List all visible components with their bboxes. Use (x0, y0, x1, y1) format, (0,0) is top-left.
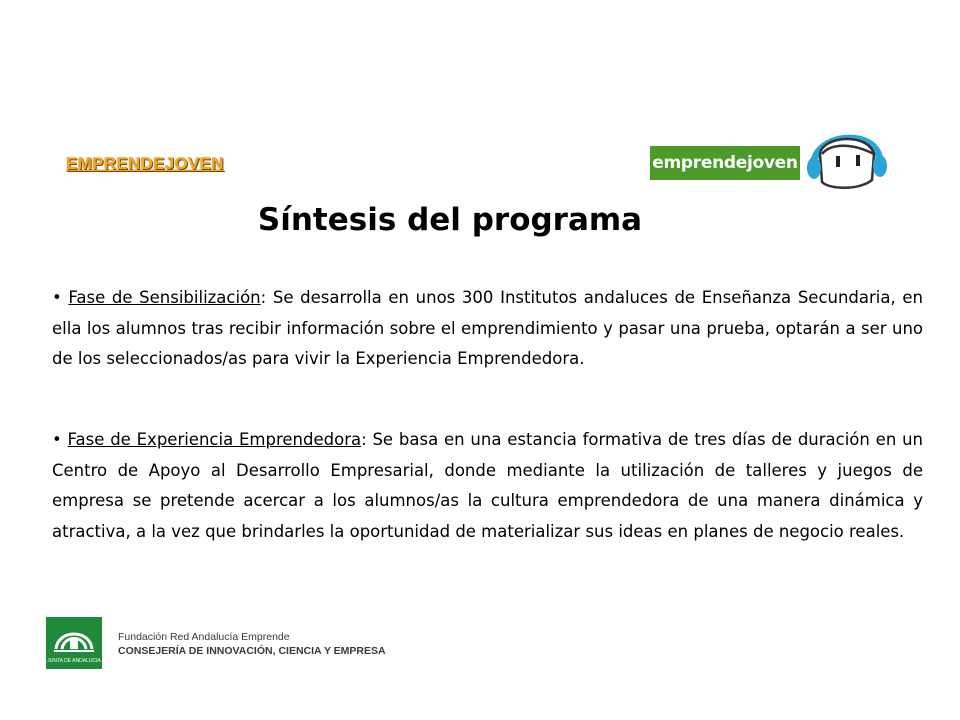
junta-andalucia-logo (46, 617, 102, 669)
term-experiencia: Fase de Experiencia Emprendedora (67, 430, 362, 449)
term-sensibilizacion: Fase de Sensibilización (68, 288, 261, 307)
paragraph-text: : Se basa en una estancia formativa de tres días de duración en un Centro de Apoyo al Desarrollo Empresarial, donde mediante la utilización de talleres y juegos de empresa se pretende acercar a los alumnos/as la cultura emprendedora de una manera dinámica y atractiva, a la vez que brindarles la oportunidad de materializar sus ideas en planes de negocio reales. (52, 430, 924, 541)
bullet: • (52, 288, 62, 307)
footer-foundation: Fundación Red Andalucía Emprende (118, 631, 290, 643)
mascot-face-icon (800, 124, 892, 194)
paragraph-experiencia (52, 425, 923, 547)
paragraph-text: : Se desarrolla en unos 300 Institutos andaluces de Enseñanza Secundaria, en ella los alumnos tras recibir información sobre el emprendimiento y pasar una prueba, optarán a ser uno de los seleccionados/as para vivir la Experiencia Emprendedora. (52, 288, 924, 368)
junta-emblem-icon (46, 617, 102, 669)
emprendejoven-logo: emprendejoven (650, 146, 800, 180)
footer-credits (118, 631, 386, 658)
emprendejoven-tag: EMPRENDEJOVEN (66, 154, 224, 173)
bullet: • (52, 430, 62, 449)
page-title: Síntesis del programa (257, 202, 643, 238)
paragraph-sensibilizacion (52, 283, 923, 375)
footer-consejeria: CONSEJERÍA DE INNOVACIÓN, CIENCIA Y EMPRESA (118, 645, 386, 657)
junta-caption: JUNTA DE ANDALUCIA (47, 658, 101, 664)
